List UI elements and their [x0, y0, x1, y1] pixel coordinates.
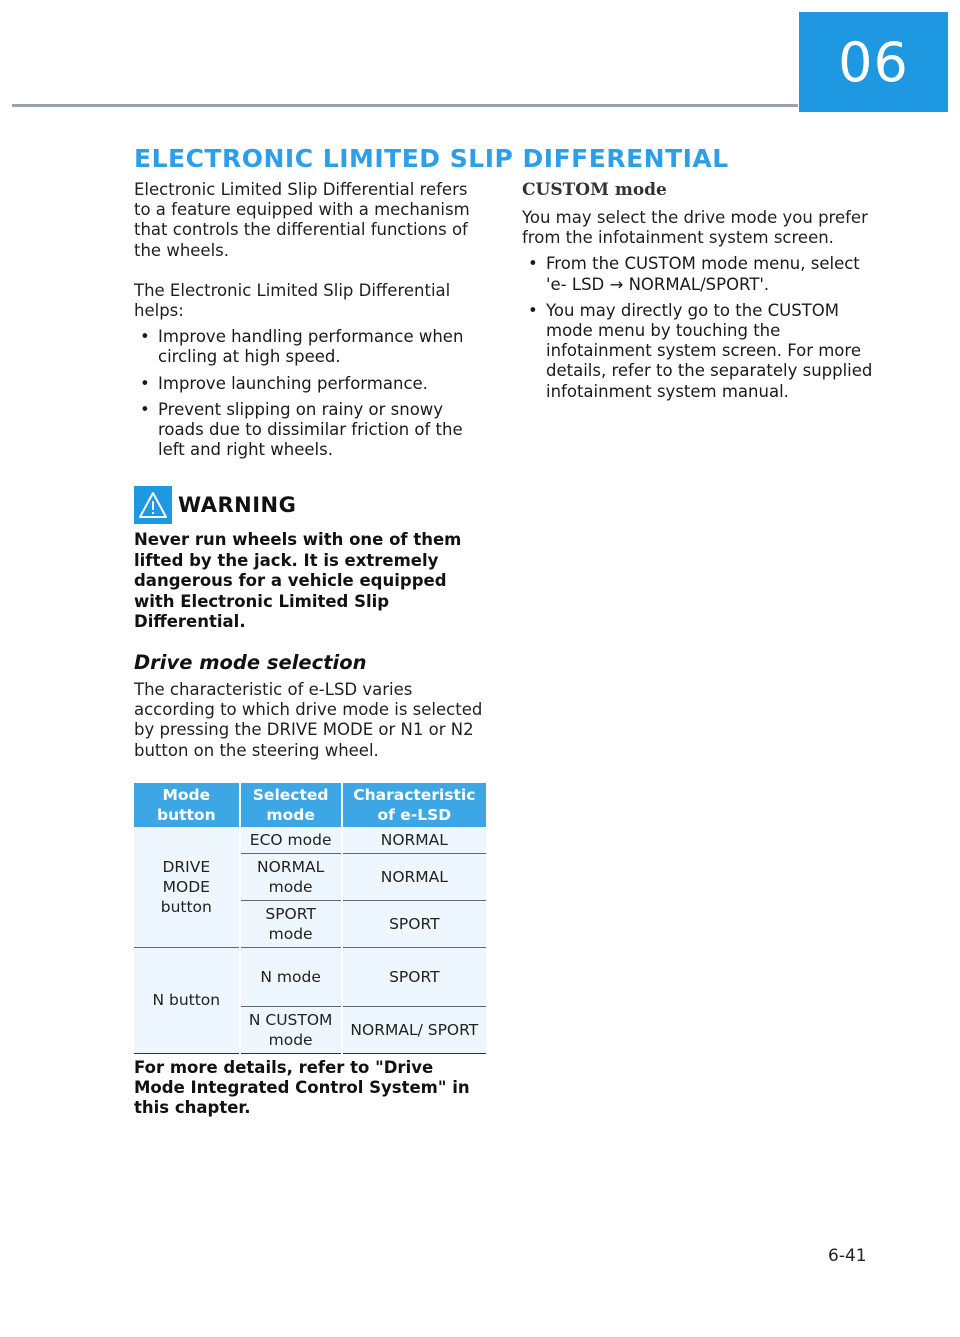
column-header: Selected mode	[240, 783, 342, 827]
list-item: • Prevent slipping on rainy or snowy roads due to dissimilar friction of the left and right wheels.	[140, 399, 463, 460]
warning-header	[134, 486, 486, 524]
table-cell: NORMAL mode	[240, 853, 342, 900]
custom-mode-text: You may select the drive mode you prefer from the infotainment system screen.	[522, 208, 868, 248]
custom-mode-list	[522, 254, 882, 401]
list-item: • Improve handling performance when circling at high speed.	[140, 327, 464, 367]
helps-intro: The Electronic Limited Slip Differential helps:	[134, 280, 451, 321]
chapter-tab: 06	[799, 12, 948, 112]
warning-text: Never run wheels with one of them lifted by the jack. It is extremely dangerous for a vehicle equipped with Electronic Limited Slip Differential.	[134, 530, 462, 632]
table-cell: N button	[134, 947, 240, 1053]
list-item: • Improve launching performance.	[140, 373, 428, 393]
table-cell: SPORT	[342, 947, 486, 1006]
table-row	[134, 827, 486, 854]
helps-list	[134, 327, 486, 460]
table-cell: DRIVE MODE button	[134, 827, 240, 948]
drive-mode-heading: Drive mode selection	[134, 650, 367, 674]
table-header-row	[134, 783, 486, 827]
table-cell: SPORT mode	[240, 900, 342, 947]
warning-triangle-icon	[134, 486, 172, 524]
intro-paragraph: Electronic Limited Slip Differential refers to a feature equipped with a mechanism that controls the differential functions of the wheels.	[134, 180, 470, 260]
warning-title: WARNING	[178, 493, 297, 518]
table-cell: SPORT	[342, 900, 486, 947]
table-cell: N mode	[240, 947, 342, 1006]
custom-mode-heading: CUSTOM mode	[522, 180, 667, 200]
table-cell: ECO mode	[240, 827, 342, 854]
table-cell: NORMAL	[342, 827, 486, 854]
list-item: • From the CUSTOM mode menu, select 'e- LSD → NORMAL/SPORT'.	[528, 254, 860, 294]
right-column	[522, 180, 882, 408]
left-column	[134, 180, 486, 1118]
table-cell: NORMAL/ SPORT	[342, 1006, 486, 1053]
table-row	[134, 947, 486, 1006]
column-header: Mode button	[134, 783, 240, 827]
header-rule	[12, 104, 798, 107]
drive-mode-text: The characteristic of e-LSD varies according to which drive mode is selected by pressing the DRIVE MODE or N1 or N2 button on the steering wheel.	[134, 679, 483, 760]
column-header: Characteristic of e-LSD	[342, 783, 486, 827]
table-cell: N CUSTOM mode	[240, 1006, 342, 1053]
table-note: For more details, refer to "Drive Mode Integrated Control System" in this chapter.	[134, 1057, 470, 1117]
drive-mode-table	[134, 783, 486, 1054]
table-cell: NORMAL	[342, 853, 486, 900]
section-title: ELECTRONIC LIMITED SLIP DIFFERENTIAL	[134, 144, 729, 173]
page-number: 6-41	[828, 1246, 867, 1266]
list-item: • You may directly go to the CUSTOM mode menu by touching the infotainment system screen. For more details, refer to the separately supplied infotainment system manual.	[528, 300, 873, 401]
